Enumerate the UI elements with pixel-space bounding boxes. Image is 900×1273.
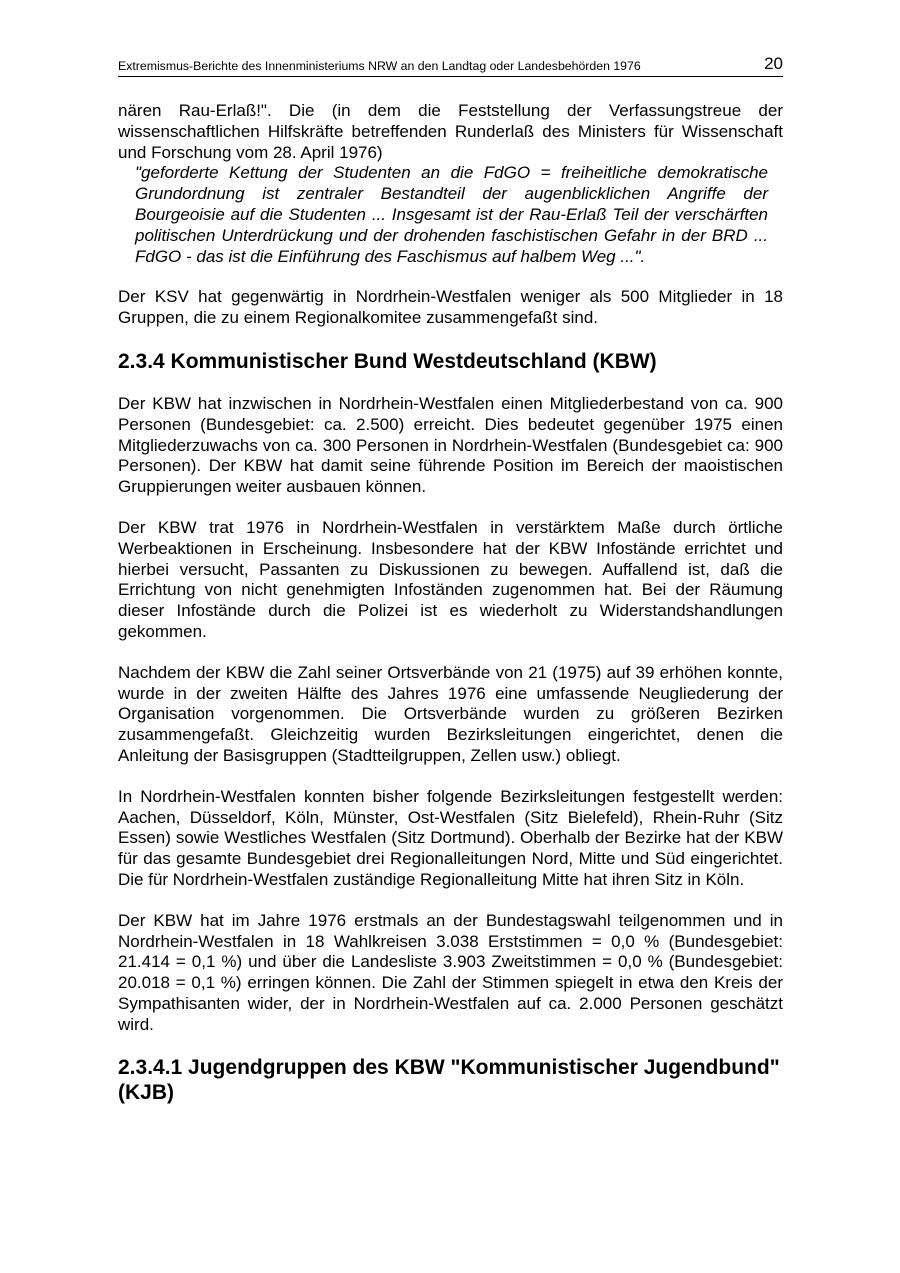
page-header bbox=[118, 52, 783, 77]
paragraph-ksv-members: Der KSV hat gegenwärtig in Nordrhein-Westfalen weniger als 500 Mitglieder in 18 Gruppen, die zu einem Regionalkomitee zusammengefaßt sind. bbox=[118, 287, 783, 328]
paragraph-continuation: nären Rau-Erlaß!". Die (in dem die Feststellung der Verfassungstreue der wissenschaftlichen Hilfskräfte betreffenden Runderlaß des Ministers für Wissenschaft und Forschung vom 28. April 1976) bbox=[118, 101, 783, 162]
section-heading-kbw: 2.3.4 Kommunistischer Bund Westdeutschland (KBW) bbox=[118, 349, 657, 373]
paragraph-kbw-bundestagswahl: Der KBW hat im Jahre 1976 erstmals an der Bundestagswahl teilgenommen und in Nordrhein-Westfalen in 18 Wahlkreisen 3.038 Erststimmen = 0,0 % (Bundesgebiet: 21.414 = 0,1 %) und über die Landesliste 3.903 Zweitstimmen = 0,0 % (Bundesgebiet: 20.018 = 0,1 %) erringen können. Die Zahl der Stimmen spiegelt in etwa den Kreis der Sympathisanten wider, der in Nordrhein-Westfalen auf ca. 2.000 Personen geschätzt wird. bbox=[118, 910, 783, 1034]
paragraph-kbw-infostaende: Der KBW trat 1976 in Nordrhein-Westfalen in verstärktem Maße durch örtliche Werbeaktionen in Erscheinung. Insbesondere hat der KBW Infostände errichtet und hierbei versucht, Passanten zu Diskussionen zu bewegen. Auffallend ist, daß die Errichtung von nicht genehmigten Infoständen zugenommen hat. Bei der Räumung dieser Infostände durch die Polizei ist es wiederholt zu Widerstandshandlungen gekommen. bbox=[118, 517, 783, 641]
page-content bbox=[118, 101, 783, 1105]
page-number: 20 bbox=[764, 54, 783, 73]
block-quote: "geforderte Kettung der Studenten an die FdGO = freiheitliche demokratische Grundordnung ist zentraler Bestandteil der augenblicklichen Angriffe der Bourgeoisie auf die Studenten ... Insgesamt ist der Rau-Erlaß Teil der verschärften politischen Unterdrückung und der drohenden faschistischen Gefahr in der BRD ... FdGO - das ist die Einführung des Faschismus auf halbem Weg ...". bbox=[135, 163, 768, 266]
paragraph-kbw-bezirksleitungen: In Nordrhein-Westfalen konnten bisher folgende Bezirksleitungen festgestellt werden: Aachen, Düsseldorf, Köln, Münster, Ost-Westfalen (Sitz Bielefeld), Rhein-Ruhr (Sitz Essen) sowie Westliches Westfalen (Sitz Dortmund). Oberhalb der Bezirke hat der KBW für das gesamte Bundesgebiet drei Regionalleitungen Nord, Mitte und Süd eingerichtet. Die für Nordrhein-Westfalen zuständige Regionalleitung Mitte hat ihren Sitz in Köln. bbox=[118, 786, 783, 889]
paragraph-kbw-ortsverbaende: Nachdem der KBW die Zahl seiner Ortsverbände von 21 (1975) auf 39 erhöhen konnte, wurde in der zweiten Hälfte des Jahres 1976 eine umfassende Neugliederung der Organisation vorgenommen. Die Ortsverbände wurden zu größeren Bezirken zusammengefaßt. Gleichzeitig wurden Bezirksleitungen eingerichtet, denen die Anleitung der Basisgruppen (Stadtteilgruppen, Zellen usw.) obliegt. bbox=[118, 662, 783, 765]
section-heading-kjb: 2.3.4.1 Jugendgruppen des KBW "Kommunistischer Jugendbund" (KJB) bbox=[118, 1056, 780, 1105]
header-title: Extremismus-Berichte des Innenministeriums NRW an den Landtag oder Landesbehörden 1976 bbox=[118, 59, 641, 73]
document-page bbox=[118, 52, 783, 1125]
paragraph-kbw-members: Der KBW hat inzwischen in Nordrhein-Westfalen einen Mitgliederbestand von ca. 900 Personen (Bundesgebiet: ca. 2.500) erreicht. Dies bedeutet gegenüber 1975 einen Mitgliederzuwachs von ca. 300 Personen in Nordrhein-Westfalen (Bundesgebiet ca: 900 Personen). Der KBW hat damit seine führende Position im Bereich der maoistischen Gruppierungen weiter ausbauen können. bbox=[118, 393, 783, 497]
